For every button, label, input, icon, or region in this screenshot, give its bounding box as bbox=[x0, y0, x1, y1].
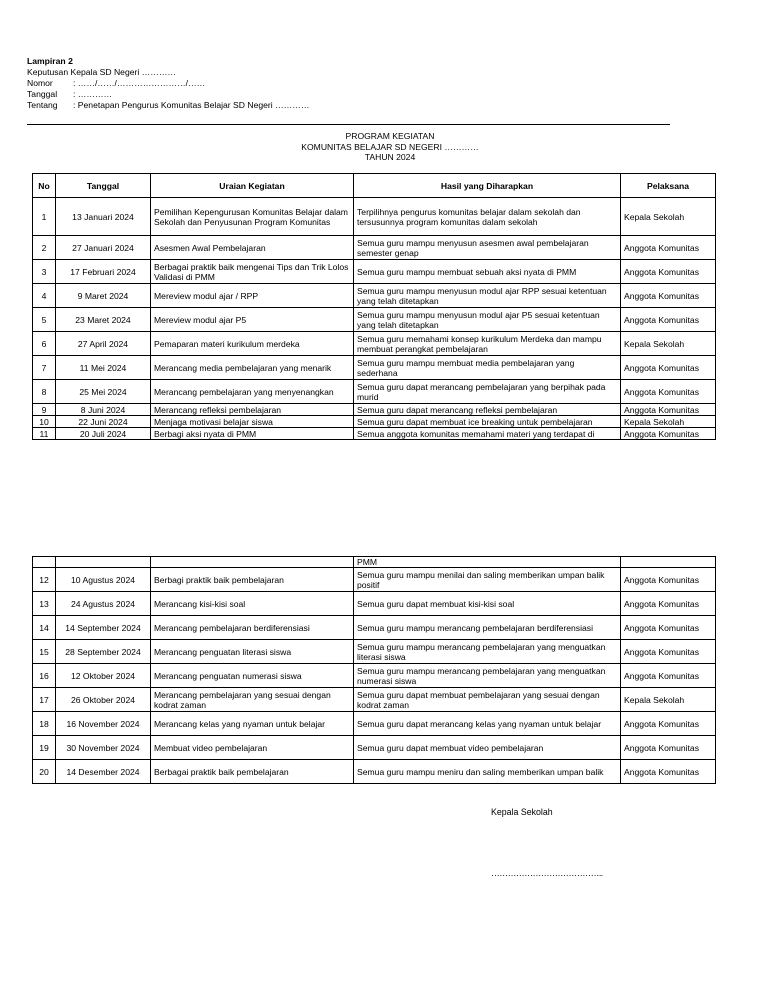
header-value: : ……/……/……………………/…… bbox=[73, 78, 206, 88]
row-activity: Merancang kelas yang nyaman untuk belajar bbox=[151, 712, 354, 736]
row-number: 9 bbox=[33, 404, 56, 416]
row-date: 27 April 2024 bbox=[56, 332, 151, 356]
row-executor: Anggota Komunitas bbox=[621, 592, 716, 616]
header-key: Tentang bbox=[27, 100, 58, 110]
table-row bbox=[33, 712, 716, 736]
row-activity: Menjaga motivasi belajar siswa bbox=[151, 416, 354, 428]
row-executor: Anggota Komunitas bbox=[621, 760, 716, 784]
row-expected-result: Semua guru dapat membuat kisi-kisi soal bbox=[354, 592, 621, 616]
continuation-cell: PMM bbox=[354, 557, 621, 568]
signature-line: ………………………………….. bbox=[491, 868, 603, 878]
row-number: 8 bbox=[33, 380, 56, 404]
column-header-hasil: Hasil yang Diharapkan bbox=[354, 174, 621, 198]
row-executor: Anggota Komunitas bbox=[621, 640, 716, 664]
table-row bbox=[33, 260, 716, 284]
row-date: 14 September 2024 bbox=[56, 616, 151, 640]
row-activity: Membuat video pembelajaran bbox=[151, 736, 354, 760]
row-date: 25 Mei 2024 bbox=[56, 380, 151, 404]
row-number: 14 bbox=[33, 616, 56, 640]
row-executor: Anggota Komunitas bbox=[621, 428, 716, 440]
row-date: 11 Mei 2024 bbox=[56, 356, 151, 380]
table-row bbox=[33, 592, 716, 616]
row-activity: Merancang kisi-kisi soal bbox=[151, 592, 354, 616]
table-row bbox=[33, 332, 716, 356]
row-number: 4 bbox=[33, 284, 56, 308]
row-activity: Berbagi praktik baik pembelajaran bbox=[151, 568, 354, 592]
row-number: 20 bbox=[33, 760, 56, 784]
row-activity: Merancang pembelajaran yang menyenangkan bbox=[151, 380, 354, 404]
program-title bbox=[240, 131, 540, 163]
program-table-part-1 bbox=[32, 173, 716, 440]
column-header-tanggal: Tanggal bbox=[56, 174, 151, 198]
row-executor: Anggota Komunitas bbox=[621, 736, 716, 760]
row-date: 13 Januari 2024 bbox=[56, 198, 151, 236]
row-activity: Merancang pembelajaran yang sesuai dengan kodrat zaman bbox=[151, 688, 354, 712]
row-expected-result: Semua guru mampu menyusun modul ajar RPP sesuai ketentuan yang telah ditetapkan bbox=[354, 284, 621, 308]
table-row bbox=[33, 308, 716, 332]
column-header-no: No bbox=[33, 174, 56, 198]
header-divider bbox=[27, 124, 670, 125]
table-row bbox=[33, 416, 716, 428]
row-activity: Berbagi aksi nyata di PMM bbox=[151, 428, 354, 440]
table-row bbox=[33, 616, 716, 640]
row-executor: Anggota Komunitas bbox=[621, 568, 716, 592]
row-activity: Mereview modul ajar P5 bbox=[151, 308, 354, 332]
row-number: 7 bbox=[33, 356, 56, 380]
row-activity: Merancang penguatan numerasi siswa bbox=[151, 664, 354, 688]
row-number: 3 bbox=[33, 260, 56, 284]
row-executor: Kepala Sekolah bbox=[621, 416, 716, 428]
row-date: 24 Agustus 2024 bbox=[56, 592, 151, 616]
row-activity: Asesmen Awal Pembelajaran bbox=[151, 236, 354, 260]
row-expected-result: Semua guru mampu menyusun asesmen awal pembelajaran semester genap bbox=[354, 236, 621, 260]
table-row bbox=[33, 760, 716, 784]
header-value: : ………… bbox=[73, 89, 113, 99]
table-header-row bbox=[33, 174, 716, 198]
row-executor: Anggota Komunitas bbox=[621, 712, 716, 736]
row-activity: Merancang refleksi pembelajaran bbox=[151, 404, 354, 416]
row-date: 17 Februari 2024 bbox=[56, 260, 151, 284]
column-header-uraian: Uraian Kegiatan bbox=[151, 174, 354, 198]
row-activity: Pemilihan Kepengurusan Komunitas Belajar dalam Sekolah dan Penyusunan Program Komunitas bbox=[151, 198, 354, 236]
signature-label: Kepala Sekolah bbox=[491, 807, 553, 817]
column-header-pelaksana: Pelaksana bbox=[621, 174, 716, 198]
attachment-title: Lampiran 2 bbox=[27, 56, 73, 66]
table-row bbox=[33, 736, 716, 760]
row-executor: Anggota Komunitas bbox=[621, 236, 716, 260]
row-activity: Merancang pembelajaran berdiferensiasi bbox=[151, 616, 354, 640]
row-expected-result: Semua guru dapat membuat ice breaking untuk pembelajaran bbox=[354, 416, 621, 428]
row-date: 16 November 2024 bbox=[56, 712, 151, 736]
continuation-row bbox=[33, 557, 716, 568]
row-number: 19 bbox=[33, 736, 56, 760]
row-executor: Anggota Komunitas bbox=[621, 308, 716, 332]
row-expected-result: Semua guru memahami konsep kurikulum Merdeka dan mampu membuat perangkat pembelajaran bbox=[354, 332, 621, 356]
row-activity: Berbagai praktik baik pembelajaran bbox=[151, 760, 354, 784]
header-row-tentang bbox=[27, 100, 309, 111]
row-date: 9 Maret 2024 bbox=[56, 284, 151, 308]
header-value: : Penetapan Pengurus Komunitas Belajar SD Negeri ………… bbox=[73, 100, 310, 110]
row-number: 16 bbox=[33, 664, 56, 688]
program-title-line: PROGRAM KEGIATAN bbox=[345, 131, 435, 141]
row-expected-result: Semua guru mampu merancang pembelajaran yang menguatkan literasi siswa bbox=[354, 640, 621, 664]
table-row bbox=[33, 568, 716, 592]
row-executor: Anggota Komunitas bbox=[621, 664, 716, 688]
row-activity: Merancang media pembelajaran yang menarik bbox=[151, 356, 354, 380]
program-table-part-2 bbox=[32, 556, 716, 784]
row-number: 10 bbox=[33, 416, 56, 428]
decree-line: Keputusan Kepala SD Negeri ………… bbox=[27, 67, 177, 77]
table-row bbox=[33, 664, 716, 688]
row-number: 12 bbox=[33, 568, 56, 592]
row-date: 8 Juni 2024 bbox=[56, 404, 151, 416]
row-date: 22 Juni 2024 bbox=[56, 416, 151, 428]
row-date: 30 November 2024 bbox=[56, 736, 151, 760]
row-expected-result: Terpilihnya pengurus komunitas belajar dalam sekolah dan tersusunnya program komunitas dalam sekolah bbox=[354, 198, 621, 236]
document-header bbox=[27, 56, 309, 111]
row-date: 12 Oktober 2024 bbox=[56, 664, 151, 688]
row-activity: Pemaparan materi kurikulum merdeka bbox=[151, 332, 354, 356]
row-number: 1 bbox=[33, 198, 56, 236]
row-expected-result: Semua guru mampu meniru dan saling memberikan umpan balik bbox=[354, 760, 621, 784]
row-date: 27 Januari 2024 bbox=[56, 236, 151, 260]
row-activity: Berbagai praktik baik mengenai Tips dan Trik Lolos Validasi di PMM bbox=[151, 260, 354, 284]
header-row-nomor bbox=[27, 78, 309, 89]
row-number: 17 bbox=[33, 688, 56, 712]
table-row bbox=[33, 198, 716, 236]
row-date: 26 Oktober 2024 bbox=[56, 688, 151, 712]
row-activity: Mereview modul ajar / RPP bbox=[151, 284, 354, 308]
row-executor: Anggota Komunitas bbox=[621, 284, 716, 308]
row-executor: Anggota Komunitas bbox=[621, 260, 716, 284]
row-number: 11 bbox=[33, 428, 56, 440]
row-executor: Anggota Komunitas bbox=[621, 380, 716, 404]
header-key: Tanggal bbox=[27, 89, 58, 99]
row-date: 20 Juli 2024 bbox=[56, 428, 151, 440]
row-executor: Anggota Komunitas bbox=[621, 356, 716, 380]
row-expected-result: Semua anggota komunitas memahami materi yang terdapat di bbox=[354, 428, 621, 440]
program-title-line: TAHUN 2024 bbox=[364, 152, 416, 162]
table-row bbox=[33, 688, 716, 712]
row-expected-result: Semua guru mampu membuat sebuah aksi nyata di PMM bbox=[354, 260, 621, 284]
row-date: 14 Desember 2024 bbox=[56, 760, 151, 784]
row-date: 23 Maret 2024 bbox=[56, 308, 151, 332]
row-expected-result: Semua guru dapat membuat pembelajaran yang sesuai dengan kodrat zaman bbox=[354, 688, 621, 712]
row-executor: Kepala Sekolah bbox=[621, 332, 716, 356]
row-expected-result: Semua guru dapat merancang pembelajaran yang berpihak pada murid bbox=[354, 380, 621, 404]
program-title-line: KOMUNITAS BELAJAR SD NEGERI ………… bbox=[301, 141, 479, 152]
row-expected-result: Semua guru dapat merancang kelas yang nyaman untuk belajar bbox=[354, 712, 621, 736]
row-date: 10 Agustus 2024 bbox=[56, 568, 151, 592]
row-number: 2 bbox=[33, 236, 56, 260]
row-number: 15 bbox=[33, 640, 56, 664]
header-row-tanggal bbox=[27, 89, 309, 100]
table-row bbox=[33, 640, 716, 664]
row-executor: Anggota Komunitas bbox=[621, 404, 716, 416]
table-row bbox=[33, 284, 716, 308]
row-expected-result: Semua guru mampu membuat media pembelajaran yang sederhana bbox=[354, 356, 621, 380]
row-activity: Merancang penguatan literasi siswa bbox=[151, 640, 354, 664]
row-expected-result: Semua guru dapat membuat video pembelajaran bbox=[354, 736, 621, 760]
table-row bbox=[33, 380, 716, 404]
row-expected-result: Semua guru mampu menilai dan saling memberikan umpan balik positif bbox=[354, 568, 621, 592]
row-expected-result: Semua guru mampu merancang pembelajaran yang menguatkan numerasi siswa bbox=[354, 664, 621, 688]
table-row bbox=[33, 236, 716, 260]
table-row bbox=[33, 428, 716, 440]
row-executor: Anggota Komunitas bbox=[621, 616, 716, 640]
row-number: 13 bbox=[33, 592, 56, 616]
table-row bbox=[33, 356, 716, 380]
row-number: 18 bbox=[33, 712, 56, 736]
row-date: 28 September 2024 bbox=[56, 640, 151, 664]
table-row bbox=[33, 404, 716, 416]
row-number: 6 bbox=[33, 332, 56, 356]
row-expected-result: Semua guru mampu menyusun modul ajar P5 sesuai ketentuan yang telah ditetapkan bbox=[354, 308, 621, 332]
row-number: 5 bbox=[33, 308, 56, 332]
row-executor: Kepala Sekolah bbox=[621, 688, 716, 712]
row-expected-result: Semua guru dapat merancang refleksi pembelajaran bbox=[354, 404, 621, 416]
header-key: Nomor bbox=[27, 78, 53, 88]
row-expected-result: Semua guru mampu merancang pembelajaran berdiferensiasi bbox=[354, 616, 621, 640]
row-executor: Kepala Sekolah bbox=[621, 198, 716, 236]
